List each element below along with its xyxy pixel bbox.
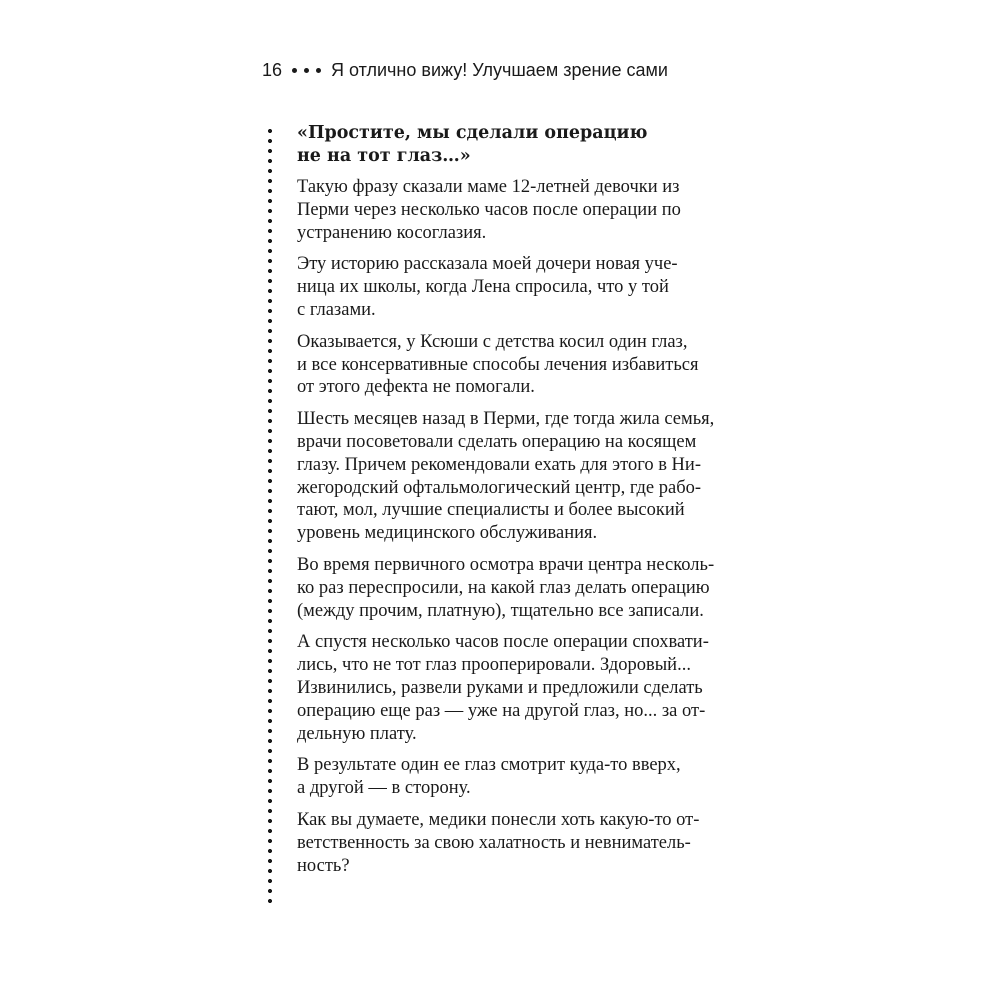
article-title: «Простите, мы сделали операцию не на тот глаз…» [297,123,648,166]
dotted-sidebar-rule [268,126,272,904]
dot-ornament [304,68,309,73]
paragraph: Такую фразу сказали маме 12-летней девочки из Перми через несколько часов после операции по устранению косоглазия. [297,177,681,243]
paragraph: В результате один ее глаз смотрит куда-то вверх, а другой — в сторону. [297,755,681,799]
paragraph: А спустя несколько часов после операции спохвати- лись, что не тот глаз прооперировали. Здоровый... Извинились, развели руками и предложили сделать операцию еще раз — уже на другой глаз, но... за от- дельную плату. [297,632,709,744]
dot-ornament [316,68,321,73]
page-number: 16 [262,59,283,80]
paragraph: Шесть месяцев назад в Перми, где тогда жила семья, врачи посоветовали сделать операцию на косящем глазу. Причем рекомендовали ехать для этого в Ни- жегородский офтальмологический центр, где рабо- тают, мол, лучшие специалисты и более высокий уровень медицинского обслуживания. [297,409,715,544]
paragraph: Как вы думаете, медики понесли хоть какую-то от- ветственность за свою халатность и невниматель- ность? [297,809,700,876]
book-title: Я отлично вижу! Улучшаем зрение сами [331,59,668,80]
article-body [297,122,721,886]
running-head-dots [292,68,321,73]
dot-ornament [292,68,297,73]
paragraph: Эту историю рассказала моей дочери новая уче- ница их школы, когда Лена спросила, что у той с глазами. [297,254,678,320]
paragraph: Оказывается, у Ксюши с детства косил один глаз, и все консервативные способы лечения избавиться от этого дефекта не помогали. [297,331,699,398]
running-head [262,57,668,83]
paragraph: Во время первичного осмотра врачи центра несколь- ко раз переспросили, на какой глаз делать операцию (между прочим, платную), тщательно все записали. [297,554,715,621]
